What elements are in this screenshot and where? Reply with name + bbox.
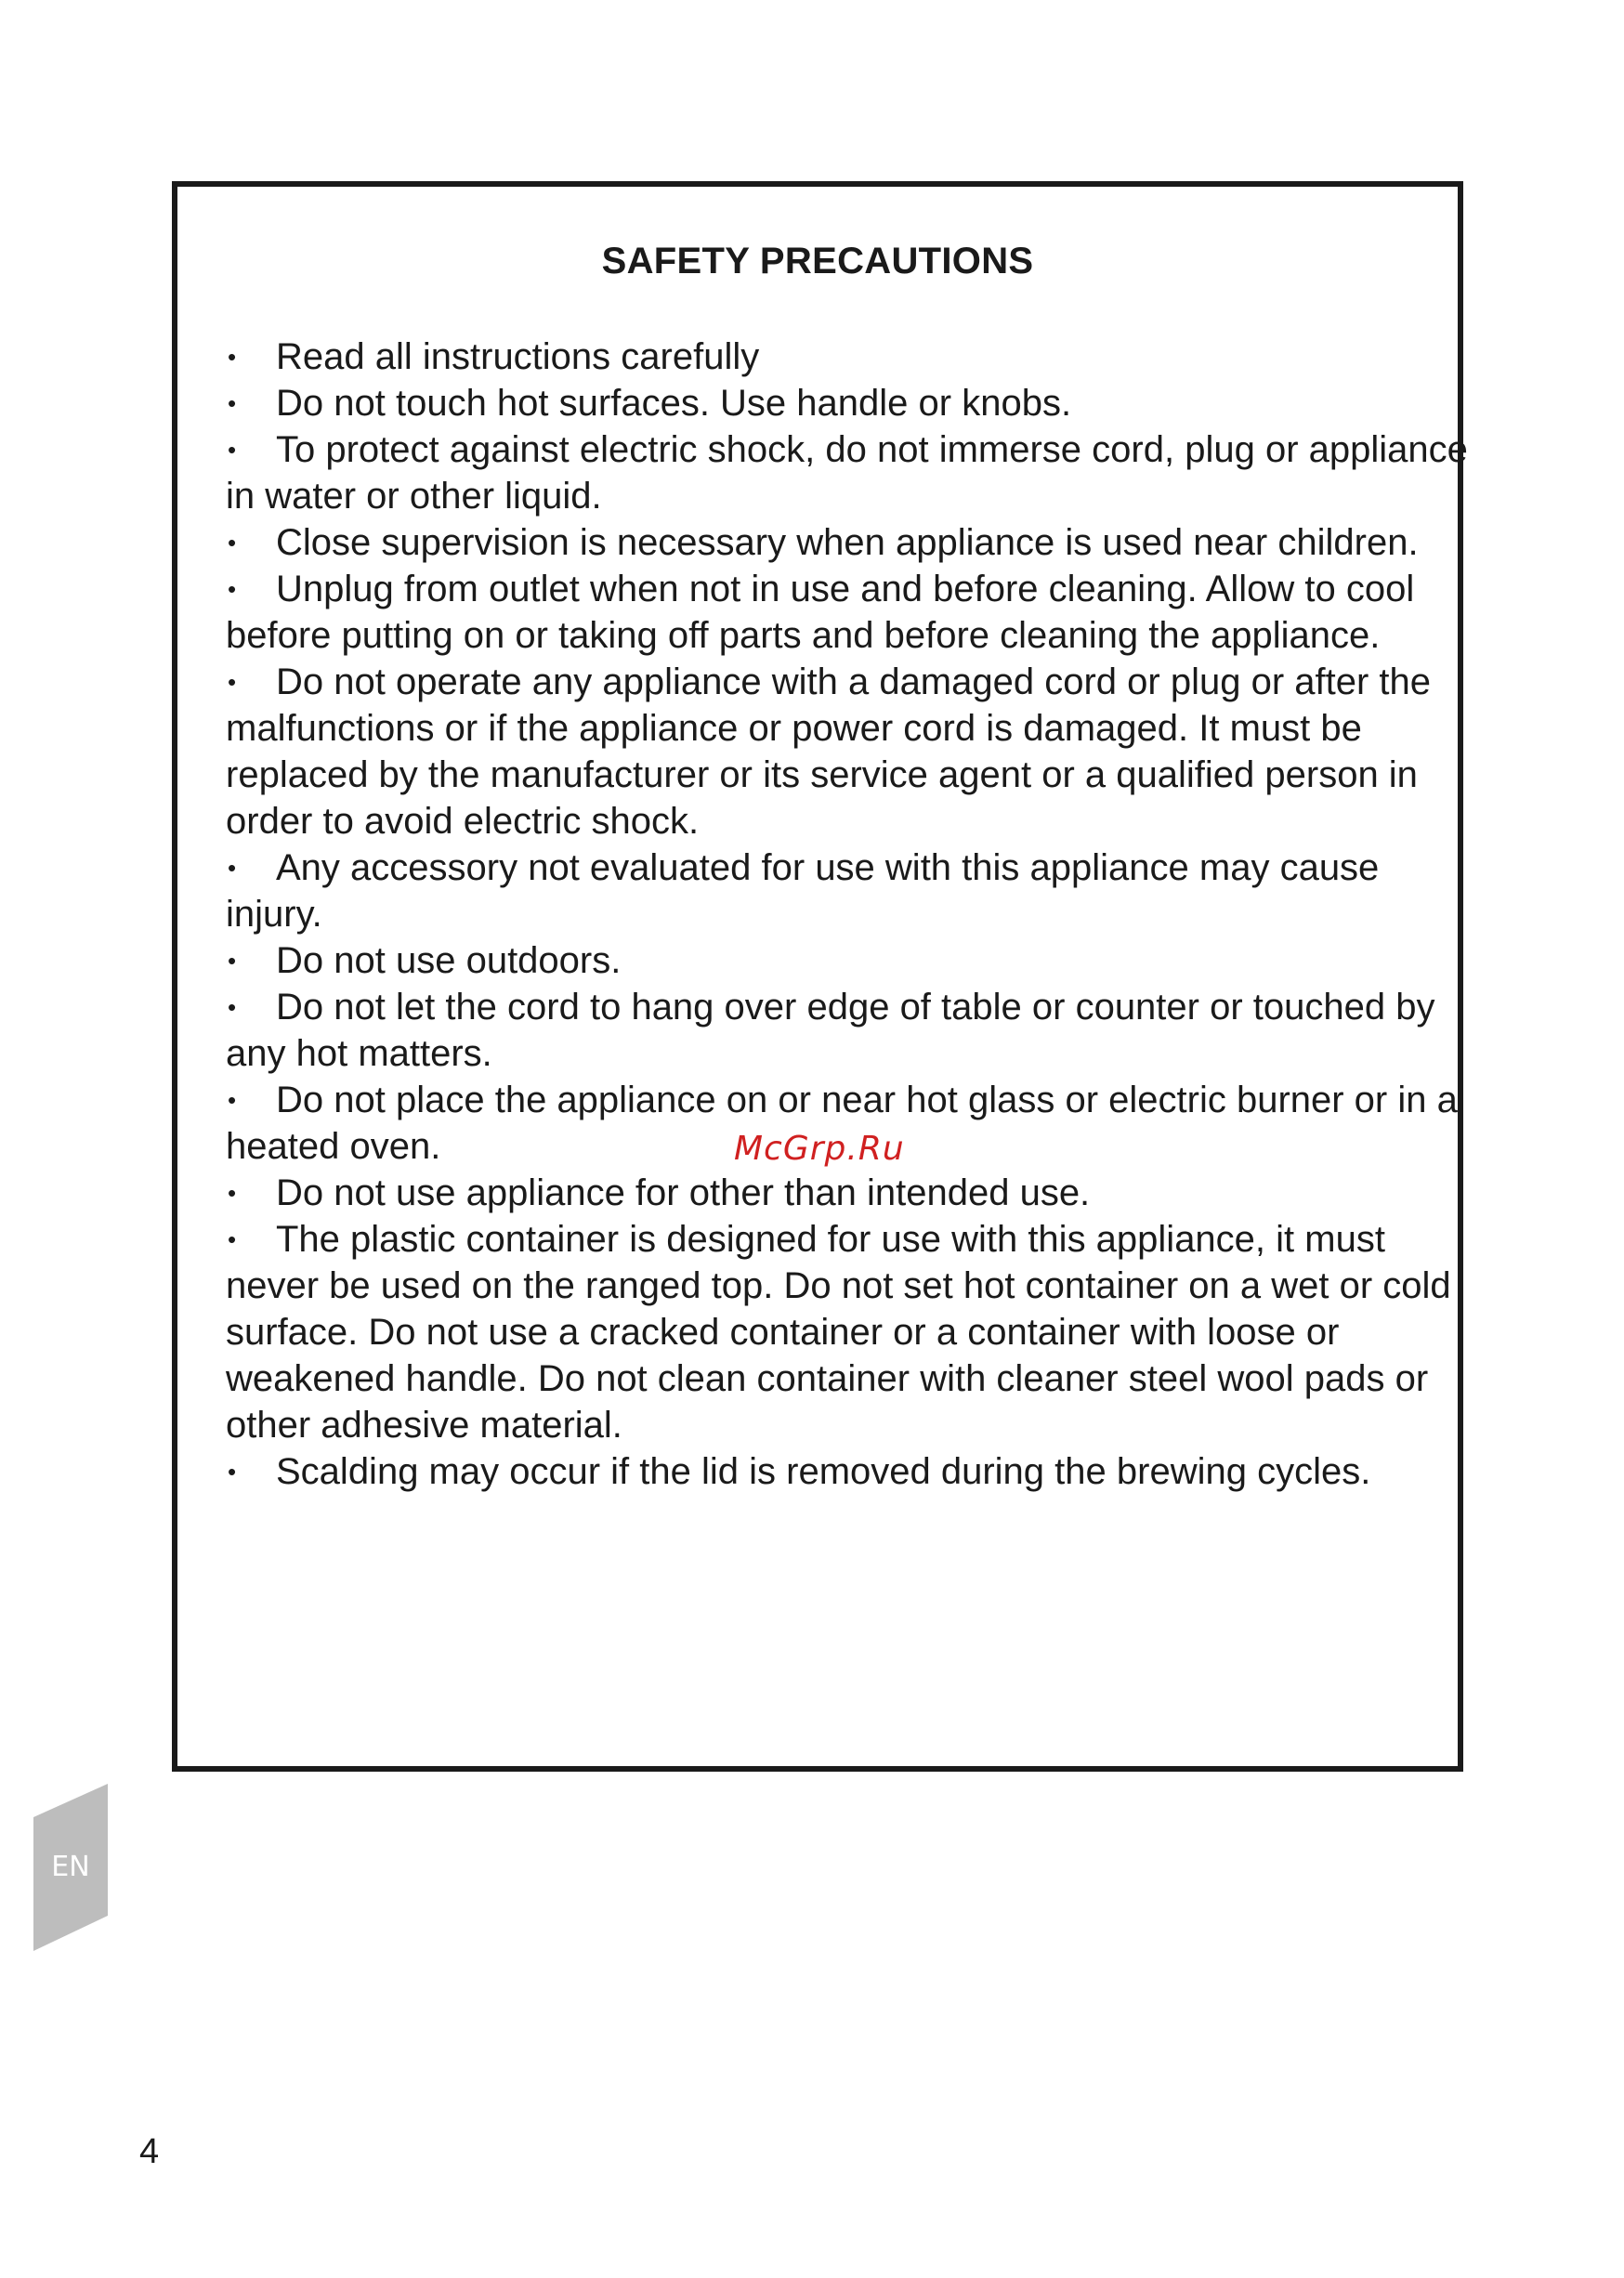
bullet-icon: •	[228, 389, 237, 417]
section-title: SAFETY PRECAUTIONS	[601, 241, 1034, 281]
bullet-icon: •	[228, 854, 237, 882]
bullet-icon: •	[228, 343, 237, 371]
bullet-icon: •	[228, 575, 237, 603]
precaution-text: Do not place the appliance on or near hot glass or electric burner or in a heated oven.	[226, 1080, 1458, 1167]
precaution-text: Do not touch hot surfaces. Use handle or knobs.	[276, 383, 1072, 424]
precaution-text: Do not use outdoors.	[276, 940, 622, 981]
list-item	[226, 937, 1471, 984]
bullet-icon: •	[228, 436, 237, 464]
precautions-list	[226, 334, 1471, 1495]
bullet-icon: •	[228, 668, 237, 696]
list-item	[226, 519, 1471, 566]
watermark: McGrp.Ru	[734, 1130, 905, 1168]
page-number: 4	[139, 2132, 160, 2171]
precaution-text: Do not use appliance for other than intended use.	[276, 1172, 1091, 1213]
list-item	[226, 984, 1471, 1077]
precaution-text: Close supervision is necessary when appliance is used near children.	[276, 522, 1419, 563]
language-tab	[33, 1784, 108, 1951]
list-item	[226, 334, 1471, 380]
language-label: EN	[51, 1851, 90, 1883]
precaution-text: Do not let the cord to hang over edge of table or counter or touched by any hot matters.	[226, 987, 1435, 1074]
list-item	[226, 1216, 1471, 1448]
bullet-icon: •	[228, 1179, 237, 1207]
list-item	[226, 380, 1471, 426]
list-item	[226, 1170, 1471, 1216]
precaution-text: Do not operate any appliance with a damaged cord or plug or after the malfunctions or if the appliance or power cord is damaged. It must be replaced by the manufacturer or its service agent or a qualified person in order to avoid electric shock.	[226, 661, 1432, 842]
precaution-text: The plastic container is designed for use with this appliance, it must never be used on the ranged top. Do not set hot container on a wet or cold surface. Do not use a cracked container or a container with loose or weakened handle. Do not clean container with cleaner steel wool pads or other adhesive material.	[226, 1219, 1451, 1446]
precaution-text: Scalding may occur if the lid is removed during the brewing cycles.	[276, 1451, 1371, 1492]
bullet-icon: •	[228, 529, 237, 556]
bullet-icon: •	[228, 1458, 237, 1486]
list-item	[226, 1448, 1471, 1495]
precaution-text: To protect against electric shock, do not immerse cord, plug or appliance in water or other liquid.	[226, 429, 1468, 517]
list-item	[226, 844, 1471, 937]
list-item	[226, 659, 1471, 844]
bullet-icon: •	[228, 1225, 237, 1253]
bullet-icon: •	[228, 1086, 237, 1114]
precaution-text: Unplug from outlet when not in use and before cleaning. Allow to cool before putting on or taking off parts and before cleaning the appliance.	[226, 569, 1415, 656]
precaution-text: Read all instructions carefully	[276, 336, 760, 377]
precaution-text: Any accessory not evaluated for use with this appliance may cause injury.	[226, 847, 1380, 935]
list-item	[226, 426, 1471, 519]
safety-precautions-box	[172, 181, 1468, 1772]
list-item	[226, 566, 1471, 659]
bullet-icon: •	[228, 993, 237, 1021]
bullet-icon: •	[228, 947, 237, 975]
